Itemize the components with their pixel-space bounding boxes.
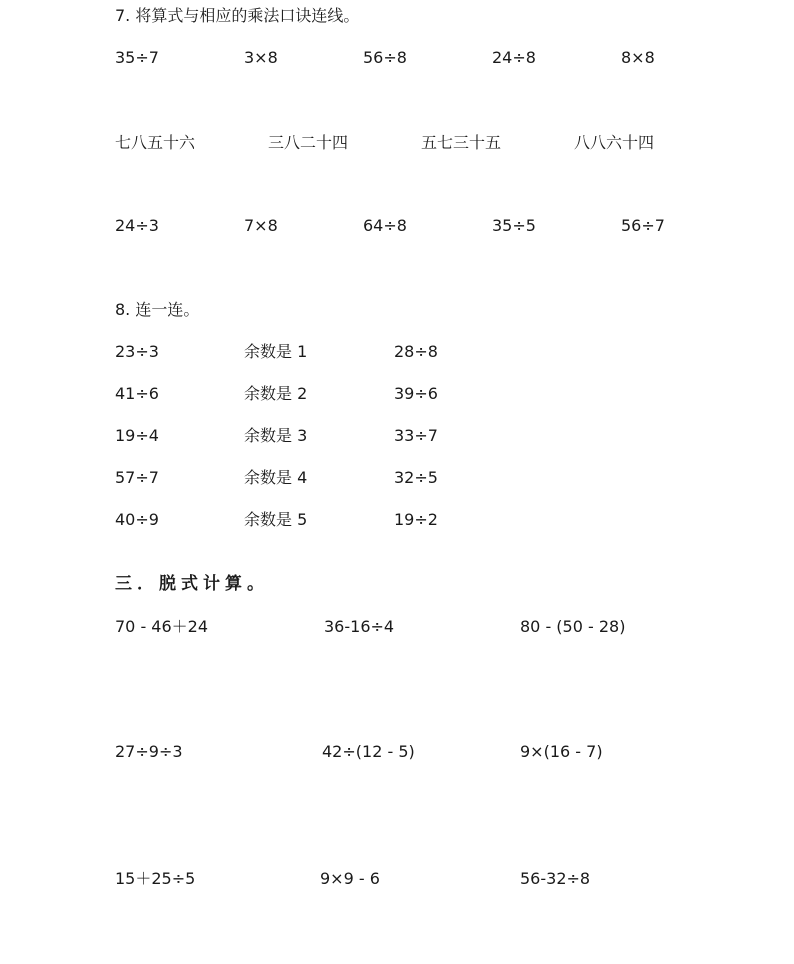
q8-title: 8. 连一连。 xyxy=(115,300,200,319)
q8-right-expression[interactable]: 33÷7 xyxy=(394,426,438,445)
q8-remainder-label[interactable]: 余数是 2 xyxy=(244,384,308,403)
calc-expression: 9×(16 - 7) xyxy=(520,742,603,761)
q8-remainder-label[interactable]: 余数是 1 xyxy=(244,342,308,361)
calc-expression: 15＋25÷5 xyxy=(115,869,196,888)
q8-remainder-label[interactable]: 余数是 5 xyxy=(244,510,308,529)
q7-top-expression[interactable]: 24÷8 xyxy=(492,48,536,67)
q8-right-expression[interactable]: 19÷2 xyxy=(394,510,438,529)
q7-bottom-expression[interactable]: 64÷8 xyxy=(363,216,407,235)
q7-bottom-expression[interactable]: 24÷3 xyxy=(115,216,159,235)
q7-title: 7. 将算式与相应的乘法口诀连线。 xyxy=(115,6,360,25)
calc-expression: 42÷(12 - 5) xyxy=(322,742,415,761)
calc-expression: 27÷9÷3 xyxy=(115,742,183,761)
q7-bottom-expression[interactable]: 7×8 xyxy=(244,216,278,235)
q8-left-expression[interactable]: 57÷7 xyxy=(115,468,159,487)
calc-expression: 70 - 46＋24 xyxy=(115,617,209,636)
q7-multiplication-verse[interactable]: 三八二十四 xyxy=(268,133,349,152)
calc-expression: 56-32÷8 xyxy=(520,869,591,888)
q8-left-expression[interactable]: 41÷6 xyxy=(115,384,159,403)
calc-expression: 36-16÷4 xyxy=(324,617,395,636)
q8-right-expression[interactable]: 28÷8 xyxy=(394,342,438,361)
q8-left-expression[interactable]: 19÷4 xyxy=(115,426,159,445)
q8-left-expression[interactable]: 40÷9 xyxy=(115,510,159,529)
q7-multiplication-verse[interactable]: 八八六十四 xyxy=(574,133,655,152)
q7-bottom-expression[interactable]: 56÷7 xyxy=(621,216,665,235)
q7-bottom-expression[interactable]: 35÷5 xyxy=(492,216,536,235)
q8-remainder-label[interactable]: 余数是 3 xyxy=(244,426,308,445)
q8-remainder-label[interactable]: 余数是 4 xyxy=(244,468,308,487)
q7-top-expression[interactable]: 8×8 xyxy=(621,48,655,67)
q7-top-expression[interactable]: 3×8 xyxy=(244,48,278,67)
q8-left-expression[interactable]: 23÷3 xyxy=(115,342,159,361)
q8-right-expression[interactable]: 39÷6 xyxy=(394,384,438,403)
q7-multiplication-verse[interactable]: 七八五十六 xyxy=(115,133,196,152)
calc-expression: 9×9 - 6 xyxy=(320,869,380,888)
q8-right-expression[interactable]: 32÷5 xyxy=(394,468,438,487)
q7-top-expression[interactable]: 56÷8 xyxy=(363,48,407,67)
section-3-heading: 三．脱式计算。 xyxy=(115,574,269,594)
q7-multiplication-verse[interactable]: 五七三十五 xyxy=(421,133,502,152)
calc-expression: 80 - (50 - 28) xyxy=(520,617,626,636)
q7-top-expression[interactable]: 35÷7 xyxy=(115,48,159,67)
